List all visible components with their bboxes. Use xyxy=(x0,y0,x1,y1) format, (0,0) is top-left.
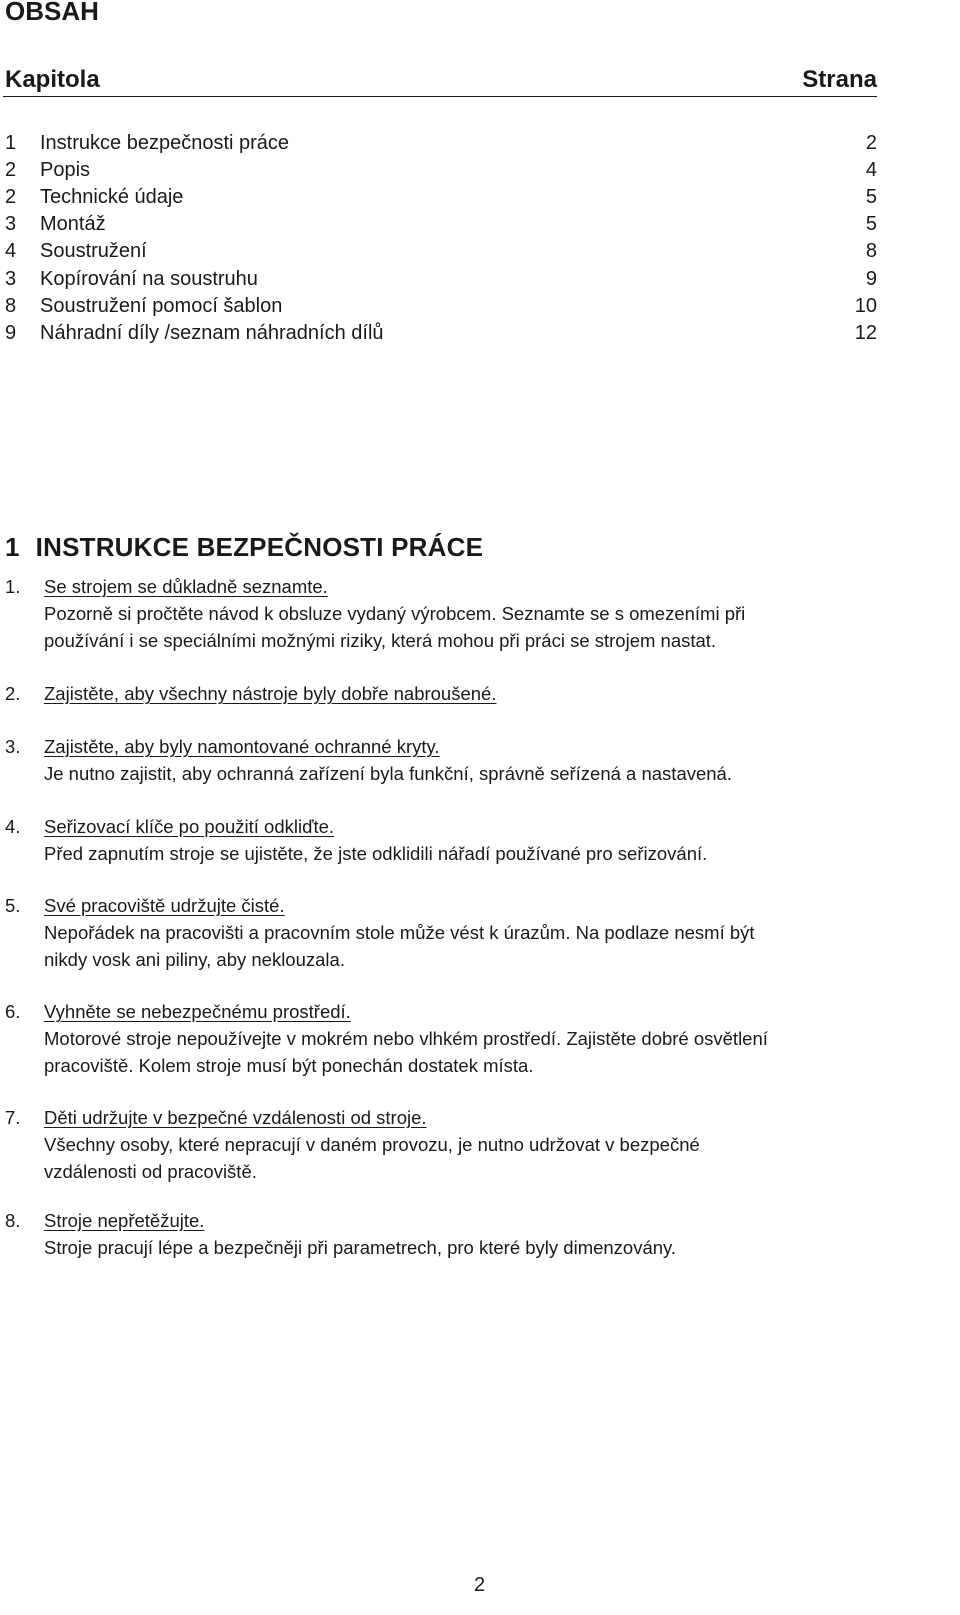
safety-item-text-line: používání i se speciálními možnými riziky, která mohou při práci se strojem nastat. xyxy=(44,630,717,651)
toc-row-page: 8 xyxy=(865,240,877,263)
section-number: 1 xyxy=(5,532,20,562)
page-number: 2 xyxy=(474,1574,486,1596)
toc-row-title: Kopírování na soustruhu xyxy=(40,267,258,290)
safety-item-text-line: Stroje pracují lépe a bezpečněji při parametrech, pro které byly dimenzovány. xyxy=(44,1237,677,1258)
section-heading xyxy=(5,532,483,563)
toc-row-page: 10 xyxy=(854,294,877,317)
safety-item-text-line: Motorové stroje nepoužívejte v mokrém nebo vlhkém prostředí. Zajistěte dobré osvětlení xyxy=(44,1028,768,1049)
toc-row-number: 3 xyxy=(5,213,17,236)
safety-item-text-line: Pozorně si pročtěte návod k obsluze vydaný výrobcem. Seznamte se s omezeními při xyxy=(44,603,746,624)
safety-item-heading: Stroje nepřetěžujte. xyxy=(44,1210,205,1231)
safety-item-text-line: Nepořádek na pracovišti a pracovním stole může vést k úrazům. Na podlaze nesmí být xyxy=(44,922,755,943)
safety-item-heading: Zajistěte, aby byly namontované ochranné kryty. xyxy=(44,736,440,757)
toc-row-number: 4 xyxy=(5,240,17,263)
toc-row-page: 5 xyxy=(865,186,877,209)
toc-row-number: 9 xyxy=(5,321,17,344)
safety-item-body xyxy=(44,1207,934,1261)
safety-item-heading: Seřizovací klíče po použití odkliďte. xyxy=(44,816,335,837)
toc-row-title: Náhradní díly /seznam náhradních dílů xyxy=(40,321,384,344)
toc-page-column-label: Strana xyxy=(802,66,877,93)
toc-row xyxy=(5,186,877,213)
toc-row xyxy=(5,268,877,295)
safety-item-number: 7. xyxy=(5,1107,21,1128)
toc-row-page: 9 xyxy=(865,267,877,290)
safety-item-text-line: nikdy vosk ani piliny, aby neklouzala. xyxy=(44,949,345,970)
safety-item-heading: Se strojem se důkladně seznamte. xyxy=(44,576,328,597)
safety-item-body xyxy=(44,680,934,707)
section-title: INSTRUKCE BEZPEČNOSTI PRÁCE xyxy=(35,532,484,562)
safety-item-number: 1. xyxy=(5,576,21,597)
safety-item-heading: Zajistěte, aby všechny nástroje byly dobře nabroušené. xyxy=(44,683,497,704)
toc-row-title: Technické údaje xyxy=(40,186,184,209)
toc-row-title: Soustružení pomocí šablon xyxy=(40,294,283,317)
toc-row xyxy=(5,322,877,349)
toc-row xyxy=(5,240,877,267)
toc-row-title: Montáž xyxy=(40,213,106,236)
toc-row-page: 2 xyxy=(865,132,877,154)
safety-item-heading: Děti udržujte v bezpečné vzdálenosti od stroje. xyxy=(44,1107,427,1128)
toc-row-title: Instrukce bezpečnosti práce xyxy=(40,132,290,154)
safety-item-body xyxy=(44,892,934,973)
safety-item-text-line: Je nutno zajistit, aby ochranná zařízení byla funkční, správně seřízená a nastavená. xyxy=(44,763,732,784)
safety-item-text-line: pracoviště. Kolem stroje musí být ponechán dostatek místa. xyxy=(44,1055,534,1076)
safety-item-number: 6. xyxy=(5,1001,21,1022)
toc-row-page: 12 xyxy=(854,321,877,344)
toc-row-number: 2 xyxy=(5,159,17,182)
safety-item-text-line: vzdálenosti od pracoviště. xyxy=(44,1161,257,1182)
toc-row-number: 3 xyxy=(5,267,17,290)
safety-item-body xyxy=(44,1104,934,1185)
toc-chapter-column-label: Kapitola xyxy=(5,66,100,93)
safety-item-body xyxy=(44,998,934,1079)
toc-row-page: 5 xyxy=(865,213,877,236)
toc-row-number: 8 xyxy=(5,294,17,317)
safety-item-number: 8. xyxy=(5,1210,21,1231)
toc-header xyxy=(3,66,877,97)
page-title: OBSAH xyxy=(5,0,99,26)
safety-item-heading: Své pracoviště udržujte čisté. xyxy=(44,895,285,916)
safety-item-number: 5. xyxy=(5,895,21,916)
toc-row-number: 2 xyxy=(5,186,17,209)
toc-row-title: Soustružení xyxy=(40,240,147,263)
toc-row-number: 1 xyxy=(5,132,17,154)
safety-item-body xyxy=(44,813,934,867)
toc-row-title: Popis xyxy=(40,159,91,182)
toc-row xyxy=(5,295,877,322)
safety-item-heading: Vyhněte se nebezpečnému prostředí. xyxy=(44,1001,351,1022)
toc-row xyxy=(5,213,877,240)
toc-row xyxy=(5,132,877,159)
safety-item-body xyxy=(44,733,934,787)
safety-item-body xyxy=(44,573,934,654)
safety-item-number: 4. xyxy=(5,816,21,837)
safety-item-text-line: Všechny osoby, které nepracují v daném provozu, je nutno udržovat v bezpečné xyxy=(44,1134,700,1155)
safety-item-number: 3. xyxy=(5,736,21,757)
toc-row xyxy=(5,159,877,186)
safety-item-text-line: Před zapnutím stroje se ujistěte, že jste odklidili nářadí používané pro seřizování. xyxy=(44,843,708,864)
safety-item-number: 2. xyxy=(5,683,21,704)
toc-row-page: 4 xyxy=(865,159,877,182)
